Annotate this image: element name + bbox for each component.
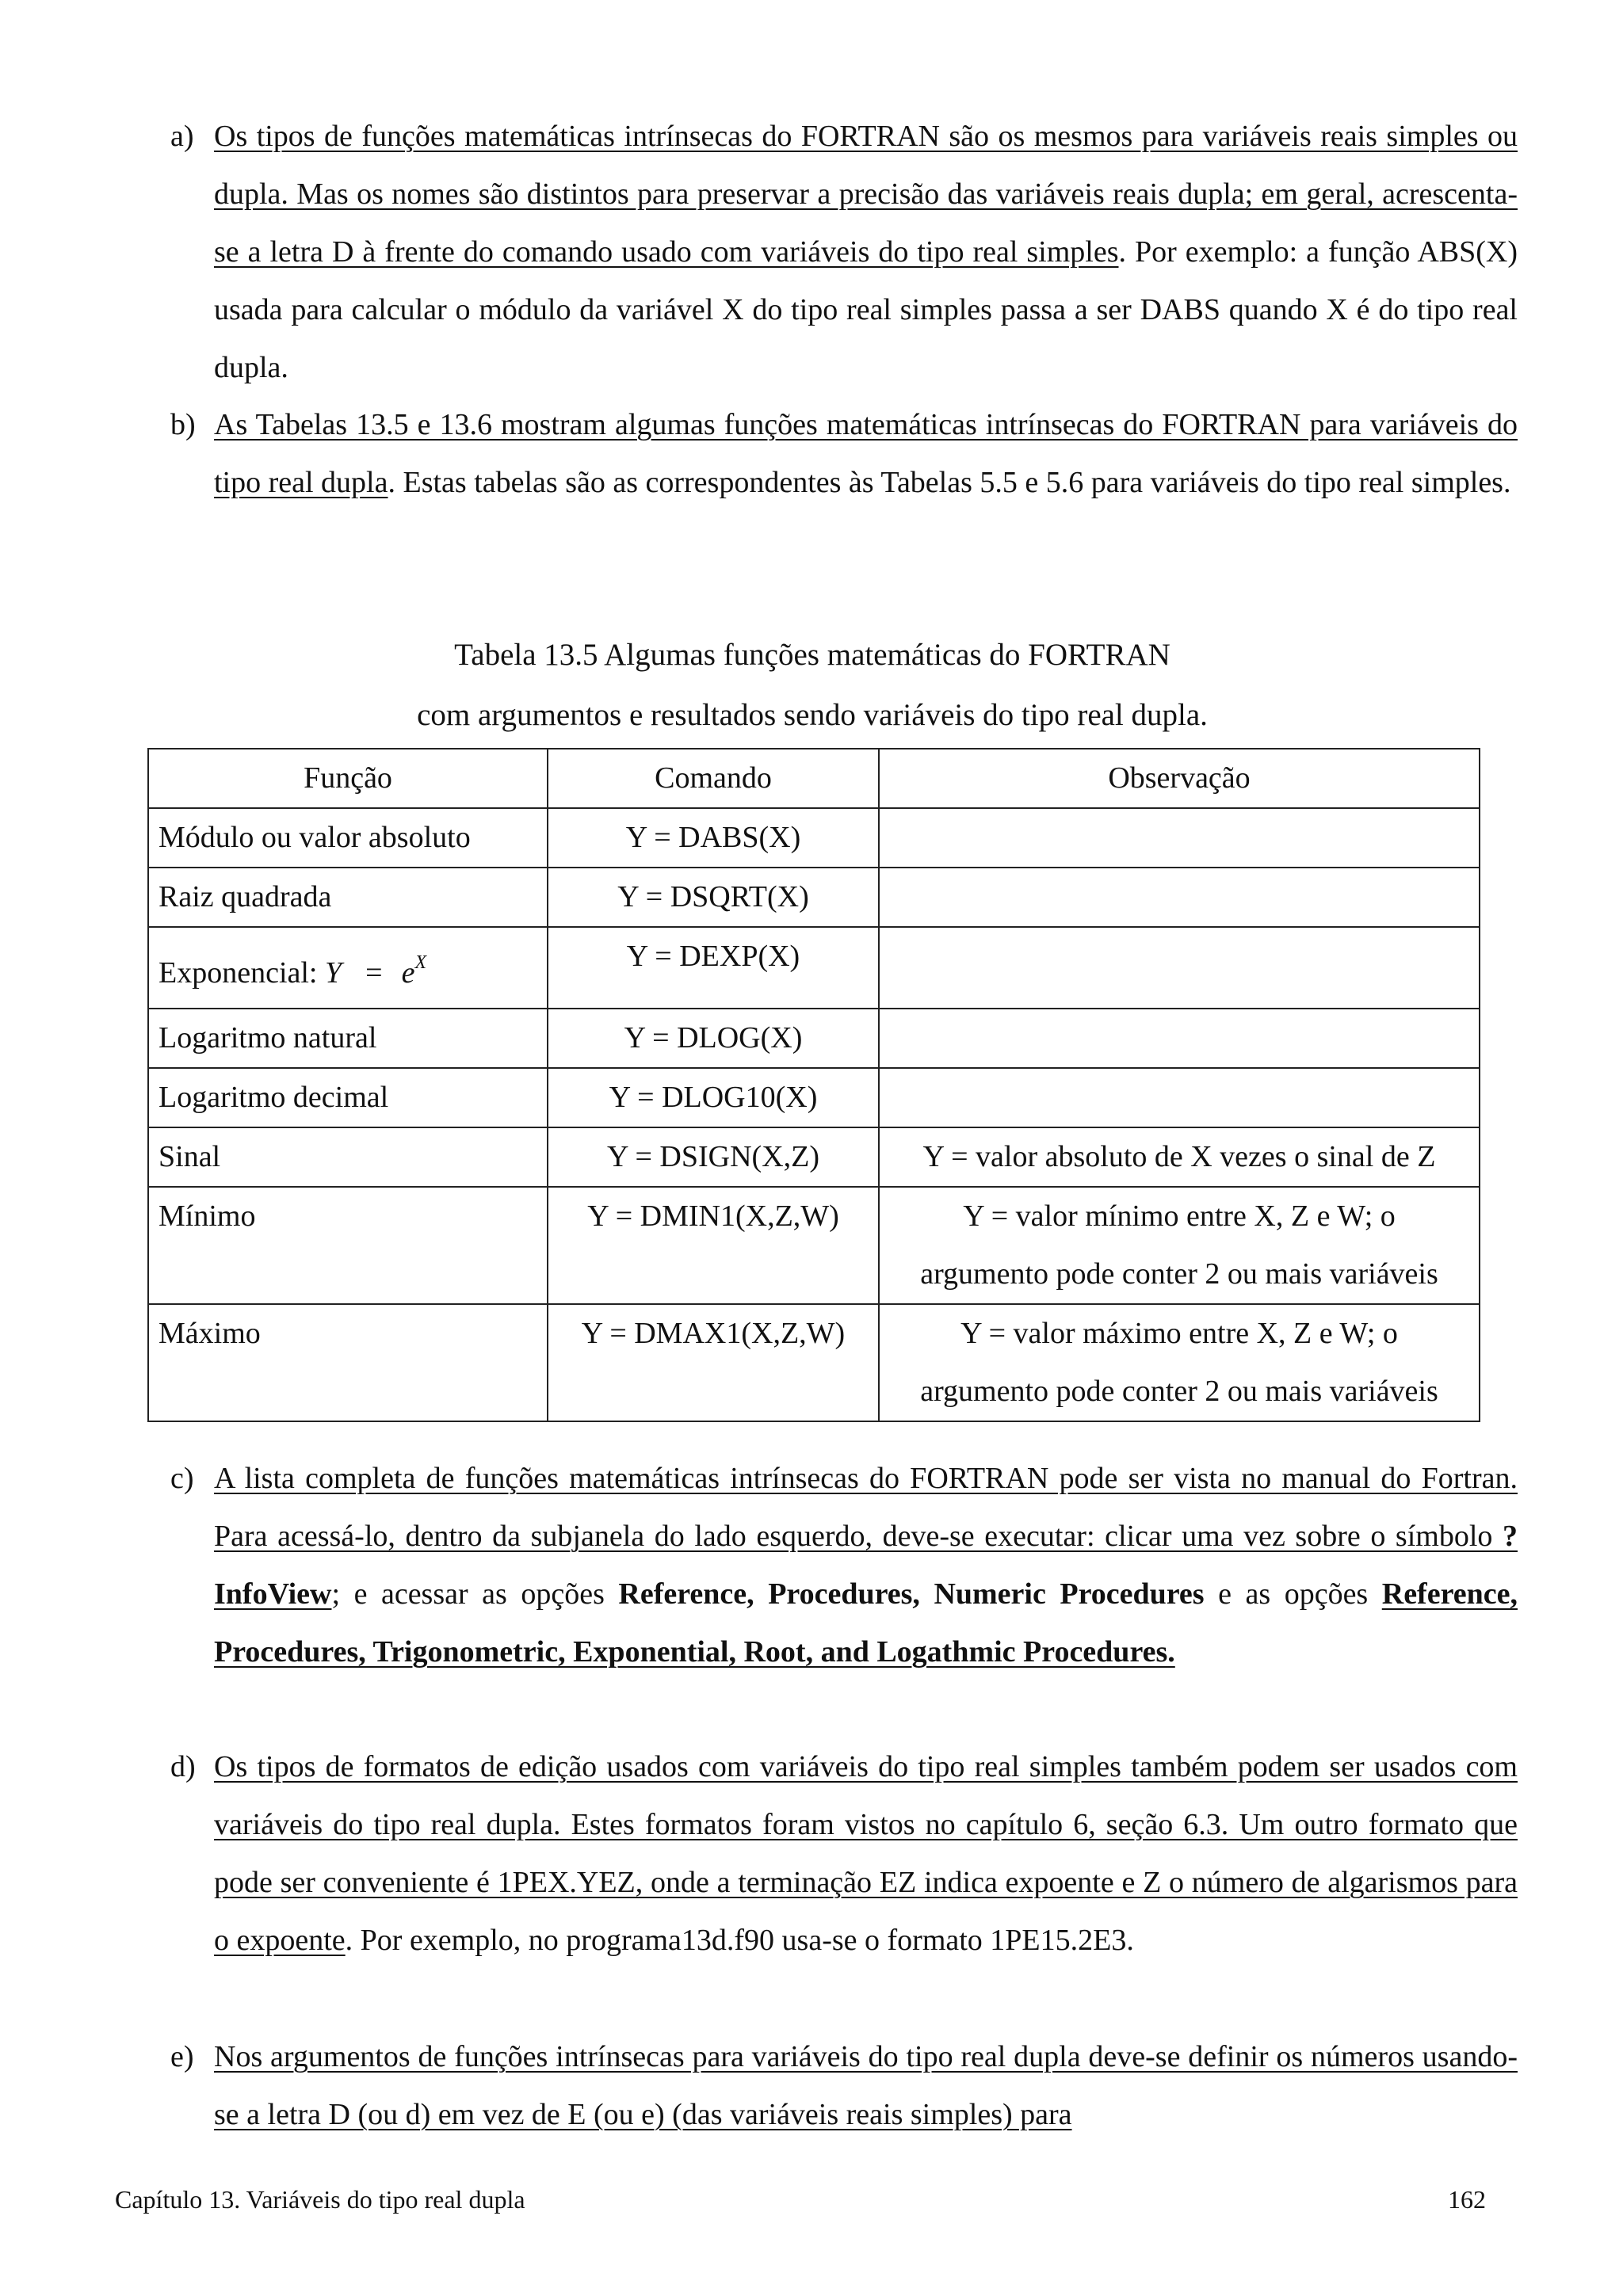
underlined-text: As Tabelas 13.5 e 13.6 mostram algumas funções matemáticas intrínsecas do FORTRAN para variáveis do tipo real dupla bbox=[214, 408, 1518, 499]
cell-funcao: Módulo ou valor absoluto bbox=[148, 808, 548, 868]
obs-line-1: Y = valor mínimo entre X, Z e W; o bbox=[963, 1199, 1396, 1233]
underlined-text: Nos argumentos de funções intrínsecas para variáveis do tipo real dupla deve-se definir os números usando-se a letra D (ou d) em vez de E (ou e) (das variáveis reais simples) para bbox=[214, 2040, 1518, 2131]
table-row bbox=[148, 808, 1480, 868]
list-item-b bbox=[170, 396, 1518, 512]
header-funcao: Função bbox=[148, 749, 548, 808]
cell-funcao: Logaritmo natural bbox=[148, 1009, 548, 1068]
table-row bbox=[148, 927, 1480, 1009]
cell-comando: Y = DMIN1(X,Z,W) bbox=[548, 1187, 879, 1304]
bold-underlined-text: Reference, Procedures, Trigonometric, Exponential, Root, and Logathmic Procedures. bbox=[214, 1577, 1518, 1669]
table-row bbox=[148, 1127, 1480, 1187]
list-item-d bbox=[170, 1738, 1518, 1970]
cell-funcao: Raiz quadrada bbox=[148, 868, 548, 927]
cell-comando: Y = DABS(X) bbox=[548, 808, 879, 868]
table-row bbox=[148, 1009, 1480, 1068]
plain-text: e as opções bbox=[1204, 1577, 1382, 1611]
cell-observacao bbox=[879, 868, 1480, 927]
table-caption-line-1: Tabela 13.5 Algumas funções matemáticas do FORTRAN bbox=[454, 638, 1170, 672]
bold-text: Reference, Procedures, Numeric Procedures bbox=[618, 1577, 1205, 1611]
cell-observacao bbox=[879, 808, 1480, 868]
exp-y: Y bbox=[324, 956, 342, 990]
table-header-row bbox=[148, 749, 1480, 808]
exp-equals: = bbox=[365, 956, 383, 990]
header-comando: Comando bbox=[548, 749, 879, 808]
cell-funcao: Mínimo bbox=[148, 1187, 548, 1304]
cell-comando: Y = DEXP(X) bbox=[548, 927, 879, 1009]
list-label: a) bbox=[170, 120, 194, 153]
cell-funcao: Máximo bbox=[148, 1304, 548, 1421]
exp-label: Exponencial: bbox=[158, 956, 318, 990]
list-item-c bbox=[170, 1450, 1518, 1681]
table-row bbox=[148, 1068, 1480, 1127]
page-number: 162 bbox=[1448, 2185, 1486, 2214]
exp-e: e bbox=[401, 956, 415, 990]
list-label: b) bbox=[170, 408, 196, 441]
cell-funcao: Sinal bbox=[148, 1127, 548, 1187]
cell-comando: Y = DSIGN(X,Z) bbox=[548, 1127, 879, 1187]
header-observacao: Observação bbox=[879, 749, 1480, 808]
table-row bbox=[148, 1304, 1480, 1421]
cell-comando: Y = DSQRT(X) bbox=[548, 868, 879, 927]
list-label: e) bbox=[170, 2040, 194, 2073]
underlined-text: Os tipos de formatos de edição usados com variáveis do tipo real simples também podem ser usados com variáveis do tipo real dupla. Estes formatos foram vistos no capítulo 6, seção 6.3. Um outro formato que pode ser conveniente é 1PEX.YEZ, onde a terminação EZ indica expoente e Z o número de algarismos para o expoente bbox=[214, 1750, 1518, 1957]
cell-observacao bbox=[879, 1187, 1480, 1304]
obs-line-2: argumento pode conter 2 ou mais variáveis bbox=[920, 1375, 1438, 1408]
cell-observacao bbox=[879, 927, 1480, 1009]
table-row bbox=[148, 1187, 1480, 1304]
plain-text: . Por exemplo, no programa13d.f90 usa-se o formato 1PE15.2E3. bbox=[345, 1924, 1134, 1957]
plain-text: ; e acessar as opções bbox=[331, 1577, 619, 1611]
cell-observacao bbox=[879, 1009, 1480, 1068]
underlined-text: A lista completa de funções matemáticas intrínsecas do FORTRAN pode ser vista no manual do Fortran. Para acessá-lo, dentro da subjanela do lado esquerdo, deve-se executar: clicar uma vez sobre o símbolo bbox=[214, 1462, 1518, 1553]
obs-line-1: Y = valor máximo entre X, Z e W; o bbox=[960, 1317, 1398, 1350]
cell-funcao bbox=[148, 927, 548, 1009]
cell-comando: Y = DMAX1(X,Z,W) bbox=[548, 1304, 879, 1421]
obs-line-2: argumento pode conter 2 ou mais variáveis bbox=[920, 1257, 1438, 1291]
list-item-a bbox=[170, 108, 1518, 397]
underlined-text: Os tipos de funções matemáticas intrínsecas do FORTRAN são os mesmos para variáveis reais simples ou dupla. Mas os nomes são distintos para preservar a precisão das variáveis reais dupla; em geral, acrescenta-se a letra D à frente do comando usado com variáveis do tipo real simples bbox=[214, 120, 1518, 269]
table-caption-line-2: com argumentos e resultados sendo variáveis do tipo real dupla. bbox=[417, 698, 1208, 732]
cell-observacao: Y = valor absoluto de X vezes o sinal de Z bbox=[879, 1127, 1480, 1187]
functions-table bbox=[147, 748, 1480, 1422]
table-row bbox=[148, 868, 1480, 927]
plain-text: . Por exemplo: a função ABS(X) usada para calcular o módulo da variável X do tipo real simples passa a ser DABS quando X é do tipo real dupla. bbox=[214, 235, 1518, 384]
list-label: d) bbox=[170, 1750, 196, 1783]
list-item-e bbox=[170, 2028, 1518, 2144]
list-label: c) bbox=[170, 1462, 194, 1495]
cell-funcao: Logaritmo decimal bbox=[148, 1068, 548, 1127]
list-item-text bbox=[214, 1738, 1518, 1970]
cell-observacao bbox=[879, 1068, 1480, 1127]
cell-comando: Y = DLOG10(X) bbox=[548, 1068, 879, 1127]
list-item-text bbox=[214, 2028, 1518, 2144]
cell-comando: Y = DLOG(X) bbox=[548, 1009, 879, 1068]
plain-text: . Estas tabelas são as correspondentes às Tabelas 5.5 e 5.6 para variáveis do tipo real simples. bbox=[388, 466, 1511, 499]
list-item-text bbox=[214, 108, 1518, 397]
list-item-text bbox=[214, 396, 1518, 512]
cell-observacao bbox=[879, 1304, 1480, 1421]
list-item-text bbox=[214, 1450, 1518, 1681]
bold-underlined-text: ?InfoView bbox=[214, 1520, 1518, 1611]
chapter-title: Capítulo 13. Variáveis do tipo real dupla bbox=[115, 2185, 525, 2214]
exp-x: X bbox=[414, 952, 427, 973]
